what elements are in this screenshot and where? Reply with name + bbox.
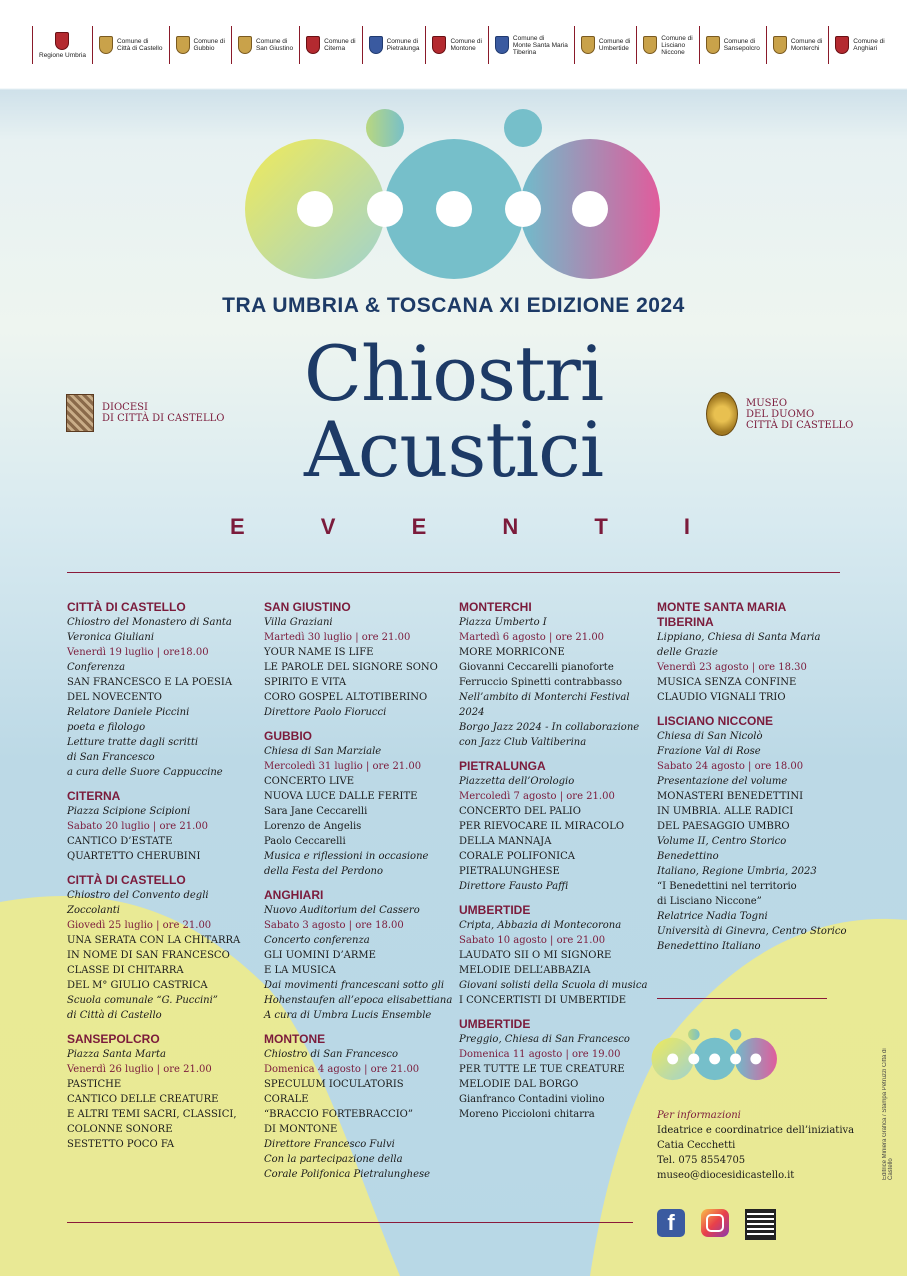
event-location: SAN GIUSTINO (264, 600, 351, 614)
instagram-ring (706, 1214, 724, 1232)
sponsor-bar (0, 0, 907, 88)
event-line: MONASTERI BENEDETTINI (657, 791, 804, 802)
info-heading: Per informazioni (657, 1110, 741, 1121)
event-line: Conferenza (67, 662, 126, 673)
facebook-icon[interactable]: f (657, 1209, 685, 1237)
sponsor-logos (32, 26, 891, 64)
event-location: UMBERTIDE (459, 1017, 531, 1031)
sponsor-logo (299, 26, 361, 64)
event-line: GLI UOMINI D’ARME (264, 950, 376, 961)
eventi-letter: N (502, 514, 519, 539)
coat-of-arms-icon (581, 36, 595, 54)
event-location: SANSEPOLCRO (67, 1032, 160, 1046)
event-line: Lorenzo de Angelis (264, 821, 362, 832)
event-date: Sabato 10 agosto | ore 21.00 (459, 935, 606, 946)
event-line: E LA MUSICA (264, 965, 336, 976)
sponsor-logo (828, 26, 890, 64)
coat-of-arms-icon (99, 36, 113, 54)
event-line: CORALE (264, 1094, 309, 1105)
event-line: Gianfranco Contadini violino (459, 1094, 605, 1105)
sponsor-name: Comune di San Giustino (255, 38, 294, 52)
event-line: Corale Polifonica Pietralunghese (264, 1169, 431, 1180)
event-line: DEL M° GIULIO CASTRICA (67, 980, 208, 991)
event-line: Con la partecipazione della (264, 1154, 403, 1165)
event-line: della Festa del Perdono (264, 866, 384, 877)
eventi-letter: I (683, 514, 690, 539)
event-line: E ALTRI TEMI SACRI, CLASSICI, (67, 1109, 237, 1120)
event-line: Piazza Scipione Scipioni (67, 806, 191, 817)
event-line: Veronica Giuliani (67, 632, 155, 643)
event-line: Piazza Umberto I (459, 617, 547, 628)
event-line: I CONCERTISTI DI UMBERTIDE (459, 995, 627, 1006)
sponsor-name: Comune di Monterchi (790, 38, 823, 52)
event-location: CITERNA (67, 789, 121, 803)
event-line: LAUDATO SII O MI SIGNORE (459, 950, 612, 961)
info-phone[interactable]: Tel. 075 8554705 (657, 1155, 746, 1166)
event-line: Direttore Francesco Fulvi (264, 1139, 395, 1150)
event-line: Presentazione del volume (657, 776, 788, 787)
event-line: Chiostro del Monastero di Santa (67, 617, 232, 628)
event-line: DEL PAESAGGIO UMBRO (657, 821, 790, 832)
event-location: ANGHIARI (264, 888, 324, 902)
festival-logo-circles (240, 106, 670, 286)
event-line: PASTICHE (67, 1079, 122, 1090)
sponsor-name: Comune di Pietralunga (386, 38, 420, 52)
coat-of-arms-icon (55, 32, 69, 50)
event-line: Giovani solisti della Scuola di musica (459, 980, 648, 991)
event-line: COLONNE SONORE (67, 1124, 173, 1135)
event-item (459, 600, 654, 750)
eventi-letter: T (594, 514, 608, 539)
eventi-letter: V (320, 514, 336, 539)
event-line: SAN FRANCESCO E LA POESIA (67, 677, 233, 688)
event-line: CANTICO DELLE CREATURE (67, 1094, 219, 1105)
sponsor-logo (636, 26, 698, 64)
coat-of-arms-icon (643, 36, 657, 54)
coat-of-arms-icon (238, 36, 252, 54)
title-acustici: Acustici (303, 405, 604, 494)
event-line: IN NOME DI SAN FRANCESCO (67, 950, 230, 961)
sponsor-name: Comune di Monte Santa Maria Tiberina (512, 34, 568, 56)
event-date: Domenica 11 agosto | ore 19.00 (459, 1049, 621, 1060)
event-line: di San Francesco (67, 752, 155, 763)
eventi-letter: E (230, 514, 245, 539)
info-email[interactable]: museo@diocesidicastello.it (657, 1170, 795, 1181)
event-line: di Città di Castello (67, 1010, 162, 1021)
event-location: MONTONE (264, 1032, 326, 1046)
museo-line: CITTÀ DI CASTELLO (746, 419, 854, 431)
event-line: Lippiano, Chiesa di Santa Maria (657, 632, 821, 643)
coat-of-arms-icon (773, 36, 787, 54)
sponsor-logo (488, 26, 574, 64)
event-line: Letture tratte dagli scritti (67, 737, 199, 748)
event-item (657, 714, 847, 954)
sponsor-logo (231, 26, 299, 64)
sponsor-name: Comune di Umbertide (598, 38, 631, 52)
event-line: Ferruccio Spinetti contrabbasso (459, 677, 623, 688)
event-line: Villa Graziani (264, 617, 333, 628)
sponsor-name: Regione Umbria (39, 51, 86, 59)
event-item (67, 873, 257, 1023)
event-line: CANTICO D’ESTATE (67, 836, 173, 847)
museo-emblem-icon (706, 392, 738, 436)
event-line: Sara Jane Ceccarelli (264, 806, 368, 817)
event-line: SPECULUM IOCULATORIS (264, 1079, 404, 1090)
coat-of-arms-icon (495, 36, 509, 54)
sponsor-name: Comune di Montone (450, 38, 482, 52)
event-location: CITTÀ DI CASTELLO (67, 600, 186, 614)
bottom-divider (67, 1222, 633, 1223)
event-line: Nuovo Auditorium del Cassero (264, 905, 420, 916)
event-date: Giovedì 25 luglio | ore 21.00 (67, 920, 212, 931)
small-logo-circles (650, 1026, 780, 1084)
event-date: Domenica 4 agosto | ore 21.00 (264, 1064, 420, 1075)
event-line: Università di Ginevra, Centro Storico (657, 926, 847, 937)
event-line: Chiostro di San Francesco (264, 1049, 399, 1060)
coat-of-arms-icon (176, 36, 190, 54)
event-line: CORALE POLIFONICA (459, 851, 575, 862)
event-line: Scuola comunale “G. Puccini” (67, 995, 218, 1006)
info-divider (657, 998, 827, 999)
event-date: Mercoledì 31 luglio | ore 21.00 (264, 761, 422, 772)
event-item (264, 1032, 454, 1182)
events-column-3 (459, 600, 654, 1131)
event-item (459, 759, 654, 894)
event-line: LE PAROLE DEL SIGNORE SONO (264, 662, 438, 673)
coat-of-arms-icon (369, 36, 383, 54)
event-item (459, 903, 654, 1008)
coat-of-arms-icon (835, 36, 849, 54)
eventi-letter: E (411, 514, 427, 539)
event-line: CONCERTO DEL PALIO (459, 806, 581, 817)
event-location: LISCIANO NICCONE (657, 714, 774, 728)
sponsor-name: Comune di Città di Castello (116, 38, 163, 52)
sponsor-name: Comune di Lisciano Niccone (661, 34, 693, 56)
event-item (67, 600, 257, 780)
event-line: a cura delle Suore Cappuccine (67, 767, 223, 778)
sponsor-logo (92, 26, 169, 64)
diocesi-line: DI CITTÀ DI CASTELLO (102, 413, 225, 424)
sponsor-logo (425, 26, 487, 64)
event-line: SPIRITO E VITA (264, 677, 347, 688)
event-line: NUOVA LUCE DALLE FERITE (264, 791, 418, 802)
event-line: DELLA MANNAJA (459, 836, 552, 847)
print-credit: Editrice Miniera Grafica / Stampa Petruzzi Città di Castello (882, 1048, 894, 1180)
event-line: Chiesa di San Marziale (264, 746, 382, 757)
event-date: Sabato 24 agosto | ore 18.00 (657, 761, 804, 772)
event-line: MORE MORRICONE (459, 647, 565, 658)
info-coordinator-role: Ideatrice e coordinatrice dell’iniziativa (657, 1125, 855, 1136)
museo-line: DEL DUOMO (746, 408, 815, 420)
event-date: Sabato 20 luglio | ore 21.00 (67, 821, 209, 832)
event-line: PER RIEVOCARE IL MIRACOLO (459, 821, 625, 832)
events-column-2 (264, 600, 454, 1191)
event-line: Piazzetta dell’Orologio (459, 776, 575, 787)
event-line: Relatrice Nadia Togni (657, 911, 768, 922)
event-line: Frazione Val di Rose (657, 746, 761, 757)
info-coordinator-name: Catia Cecchetti (657, 1140, 736, 1151)
event-line: MELODIE DAL BORGO (459, 1079, 579, 1090)
event-date: Venerdì 19 luglio | ore18.00 (67, 647, 209, 658)
event-line: Paolo Ceccarelli (264, 836, 346, 847)
event-line: CONCERTO LIVE (264, 776, 355, 787)
event-line: CLASSE DI CHITARRA (67, 965, 184, 976)
event-line: CLAUDIO VIGNALI TRIO (657, 692, 786, 703)
event-location: PIETRALUNGA (459, 759, 546, 773)
diocesi-partner (66, 394, 224, 432)
event-item (657, 600, 847, 705)
event-line: Cripta, Abbazia di Montecorona (459, 920, 622, 931)
event-date: Venerdì 26 luglio | ore 21.00 (67, 1064, 212, 1075)
event-item (67, 789, 257, 864)
event-line: Concerto conferenza (264, 935, 370, 946)
museo-line: MUSEO (746, 397, 788, 409)
event-line: Borgo Jazz 2024 - In collaborazione (459, 722, 640, 733)
coat-of-arms-icon (306, 36, 320, 54)
event-line: Moreno Piccioloni chitarra (459, 1109, 595, 1120)
coat-of-arms-icon (706, 36, 720, 54)
event-line: di Lisciano Niccone” (657, 896, 762, 907)
event-line: con Jazz Club Valtiberina (459, 737, 587, 748)
event-line: Musica e riflessioni in occasione (264, 851, 429, 862)
event-line: delle Grazie (657, 647, 718, 658)
diocesi-line: DIOCESI (102, 402, 148, 413)
sponsor-name: Comune di Sansepolcro (723, 38, 760, 52)
edition-subtitle: TRA UMBRIA & TOSCANA XI EDIZIONE 2024 (222, 294, 685, 317)
event-line: Italiano, Regione Umbria, 2023 (657, 866, 817, 877)
event-date: Sabato 3 agosto | ore 18.00 (264, 920, 404, 931)
eventi-heading (230, 514, 690, 540)
event-line: poeta e filologo (67, 722, 146, 733)
event-line: YOUR NAME IS LIFE (264, 647, 374, 658)
event-line: Benedettino Italiano (657, 941, 761, 952)
event-line: DI MONTONE (264, 1124, 338, 1135)
event-line: UNA SERATA CON LA CHITARRA (67, 935, 241, 946)
event-line: QUARTETTO CHERUBINI (67, 851, 201, 862)
event-line: Relatore Daniele Piccini (67, 707, 190, 718)
event-line: MUSICA SENZA CONFINE (657, 677, 797, 688)
event-item (264, 888, 454, 1023)
event-date: Martedì 30 luglio | ore 21.00 (264, 632, 411, 643)
title-chiostri: Chiostri (303, 329, 604, 418)
sponsor-logo (766, 26, 828, 64)
event-line: Direttore Fausto Paffi (459, 881, 569, 892)
events-column-1 (67, 600, 257, 1161)
event-item (264, 600, 454, 720)
event-line: MELODIE DELL’ABBAZIA (459, 965, 591, 976)
event-line: A cura di Umbra Lucis Ensemble (264, 1010, 432, 1021)
event-line: Direttore Paolo Fiorucci (264, 707, 387, 718)
sponsor-name: Comune di Citerna (324, 38, 356, 52)
event-line: Dai movimenti francescani sotto gli (264, 980, 445, 991)
events-column-4 (657, 600, 847, 963)
sponsor-logo (699, 26, 766, 64)
event-line: PER TUTTE LE TUE CREATURE (459, 1064, 625, 1075)
event-line: Chiostro del Convento degli Zoccolanti (67, 890, 209, 916)
sponsor-logo (32, 26, 92, 64)
event-line: SESTETTO POCO FA (67, 1139, 175, 1150)
event-line: IN UMBRIA. ALLE RADICI (657, 806, 794, 817)
museo-partner (706, 392, 853, 436)
coat-of-arms-icon (432, 36, 446, 54)
event-line: Chiesa di San Nicolò (657, 731, 763, 742)
event-line: Piazza Santa Marta (67, 1049, 166, 1060)
event-line: Giovanni Ceccarelli pianoforte (459, 662, 614, 673)
event-date: Martedì 6 agosto | ore 21.00 (459, 632, 605, 643)
event-location: MONTERCHI (459, 600, 532, 614)
event-date: Venerdì 23 agosto | ore 18.30 (657, 662, 807, 673)
event-line: PIETRALUNGHESE (459, 866, 560, 877)
event-item (459, 1017, 654, 1122)
event-line: CORO GOSPEL ALTOTIBERINO (264, 692, 428, 703)
event-date: Mercoledì 7 agosto | ore 21.00 (459, 791, 615, 802)
event-location: UMBERTIDE (459, 903, 531, 917)
sponsor-name: Comune di Gubbio (193, 38, 225, 52)
sponsor-logo (169, 26, 231, 64)
event-item (264, 729, 454, 879)
event-line: “BRACCIO FORTEBRACCIO” (264, 1109, 413, 1120)
qr-code-icon[interactable] (745, 1209, 776, 1240)
event-line: DEL NOVECENTO (67, 692, 162, 703)
event-line: Hohenstaufen all’epoca elisabettiana (264, 995, 453, 1006)
info-block (657, 1108, 854, 1183)
event-line: Preggio, Chiesa di San Francesco (459, 1034, 630, 1045)
event-line: “I Benedettini nel territorio (657, 881, 797, 892)
instagram-icon[interactable] (701, 1209, 729, 1237)
sponsor-logo (362, 26, 426, 64)
sponsor-logo (574, 26, 636, 64)
event-line: Volume II, Centro Storico Benedettino (657, 836, 787, 862)
event-line: Nell’ambito di Monterchi Festival 2024 (459, 692, 630, 718)
event-location: MONTE SANTA MARIA TIBERINA (657, 600, 787, 629)
sponsor-name: Comune di Anghiari (853, 38, 885, 52)
event-item (67, 1032, 257, 1152)
event-location: GUBBIO (264, 729, 312, 743)
top-divider (67, 572, 840, 573)
diocesi-emblem-icon (66, 394, 94, 432)
event-location: CITTÀ DI CASTELLO (67, 873, 186, 887)
